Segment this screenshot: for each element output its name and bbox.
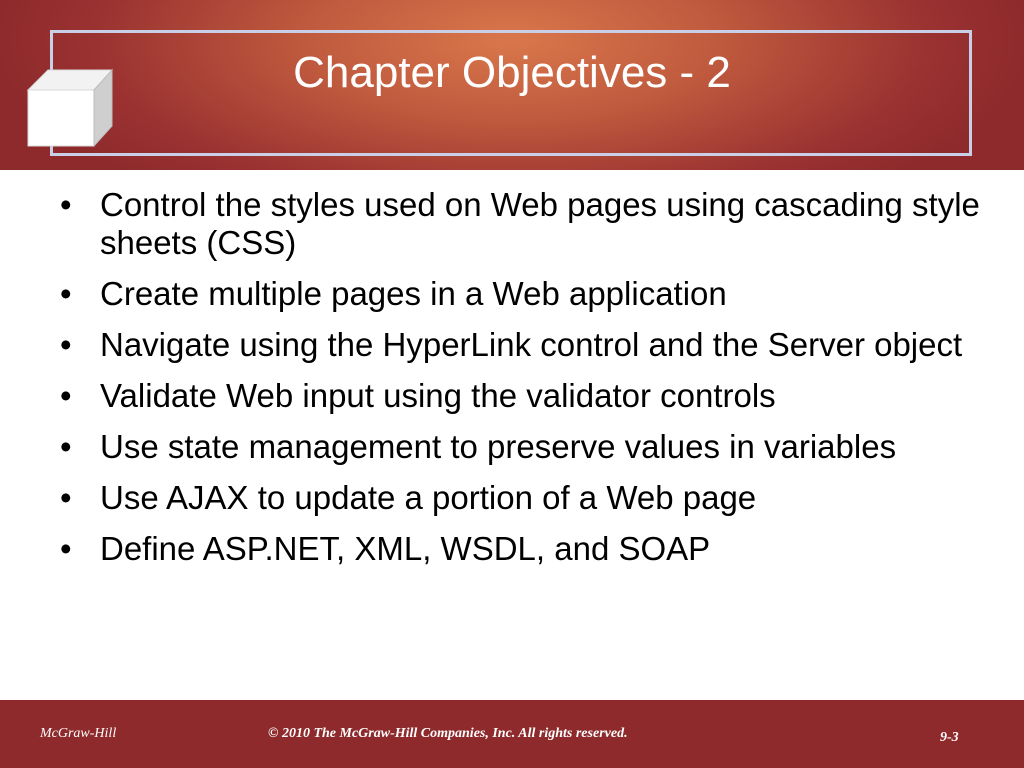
footer-publisher: McGraw-Hill [40,726,117,741]
slide-title: Chapter Objectives - 2 [293,48,731,97]
bullet-text: Control the styles used on Web pages using cascading style sheets (CSS) [100,186,980,261]
bullet-text: Validate Web input using the validator controls [100,377,776,414]
slide-footer [0,700,1024,768]
bullet-item [0,428,1024,466]
bullet-marker: • [60,326,72,363]
bullet-item [0,275,1024,313]
bullet-list [0,186,1024,581]
footer-page-number: 9-3 [940,730,959,745]
bullet-marker: • [60,186,72,223]
bullet-text: Use AJAX to update a portion of a Web page [100,479,757,516]
bullet-item [0,186,1024,262]
bullet-text: Navigate using the HyperLink control and the Server object [100,326,963,363]
slide-header [0,0,1024,170]
bullet-item [0,479,1024,517]
bullet-text: Create multiple pages in a Web application [100,275,727,312]
bullet-marker: • [60,275,72,312]
bullet-item [0,326,1024,364]
bullet-marker: • [60,479,72,516]
bullet-item [0,530,1024,568]
slide-content [0,170,1024,700]
footer-copyright: © 2010 The McGraw-Hill Companies, Inc. All rights reserved. [268,726,628,741]
bullet-item [0,377,1024,415]
bullet-marker: • [60,428,72,465]
bullet-text: Define ASP.NET, XML, WSDL, and SOAP [100,530,711,567]
bullet-text: Use state management to preserve values in variables [100,428,897,465]
bullet-marker: • [60,530,72,567]
bullet-marker: • [60,377,72,414]
